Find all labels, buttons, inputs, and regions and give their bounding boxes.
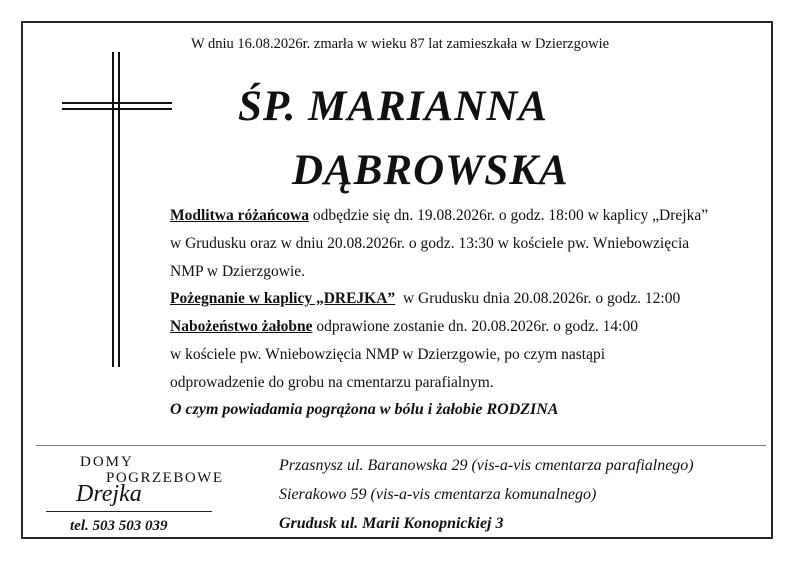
address-sierakowo: Sierakowo 59 (vis-a-vis cmentarza komunalnego): [279, 486, 597, 503]
rosary-line-3: NMP w Dzierzgowie.: [170, 263, 306, 280]
closing-text: O czym powiadamia pogrążona w bólu i żałobie RODZINA: [170, 401, 559, 418]
rosary-text: odbędzie się dn. 19.08.2026r. o godz. 18:00 w kaplicy „Drejka”: [309, 207, 709, 224]
farewell-text: w Grudusku dnia 20.08.2026r. o godz. 12:00: [395, 290, 681, 307]
footer-divider: [36, 445, 766, 446]
mass-text: odprawione zostanie dn. 20.08.2026r. o godz. 14:00: [312, 318, 638, 335]
logo-text-pogrzebowe: POGRZEBOWE: [106, 470, 224, 486]
farewell-label: Pożegnanie w kaplicy „DREJKA”: [170, 290, 396, 307]
logo-text-domy: DOMY: [80, 454, 134, 470]
cross-icon: [112, 52, 114, 367]
mass-line-2: w kościele pw. Wniebowzięcia NMP w Dzierzgowie, po czym nastąpi: [170, 346, 606, 363]
mass-line-3: odprowadzenie do grobu na cmentarzu parafialnym.: [170, 374, 494, 391]
rosary-label: Modlitwa różańcowa: [170, 207, 310, 224]
phone-number: tel. 503 503 039: [70, 518, 168, 534]
deceased-name-line2: DĄBROWSKA: [292, 147, 569, 194]
farewell-line: [170, 290, 680, 308]
mass-label: Nabożeństwo żałobne: [170, 318, 313, 335]
cross-bar: [62, 102, 172, 104]
address-przasnysz: Przasnysz ul. Baranowska 29 (vis-a-vis cmentarza parafialnego): [279, 457, 694, 474]
logo-brand: Drejka: [76, 481, 142, 507]
address-grudusk: Grudusk ul. Marii Konopnickiej 3: [279, 515, 504, 532]
rosary-line: [170, 207, 708, 225]
deceased-name-line1: ŚP. MARIANNA: [238, 83, 548, 130]
cross-bar-2: [62, 108, 172, 110]
mass-line: [170, 318, 638, 336]
logo-underline: [46, 511, 212, 512]
intro-text: W dniu 16.08.2026r. zmarła w wieku 87 lat zamieszkała w Dzierzgowie: [190, 36, 610, 52]
rosary-line-2: w Grudusku oraz w dniu 20.08.2026r. o godz. 13:30 w kościele pw. Wniebowzięcia: [170, 235, 690, 252]
cross-icon-stroke: [118, 52, 120, 367]
